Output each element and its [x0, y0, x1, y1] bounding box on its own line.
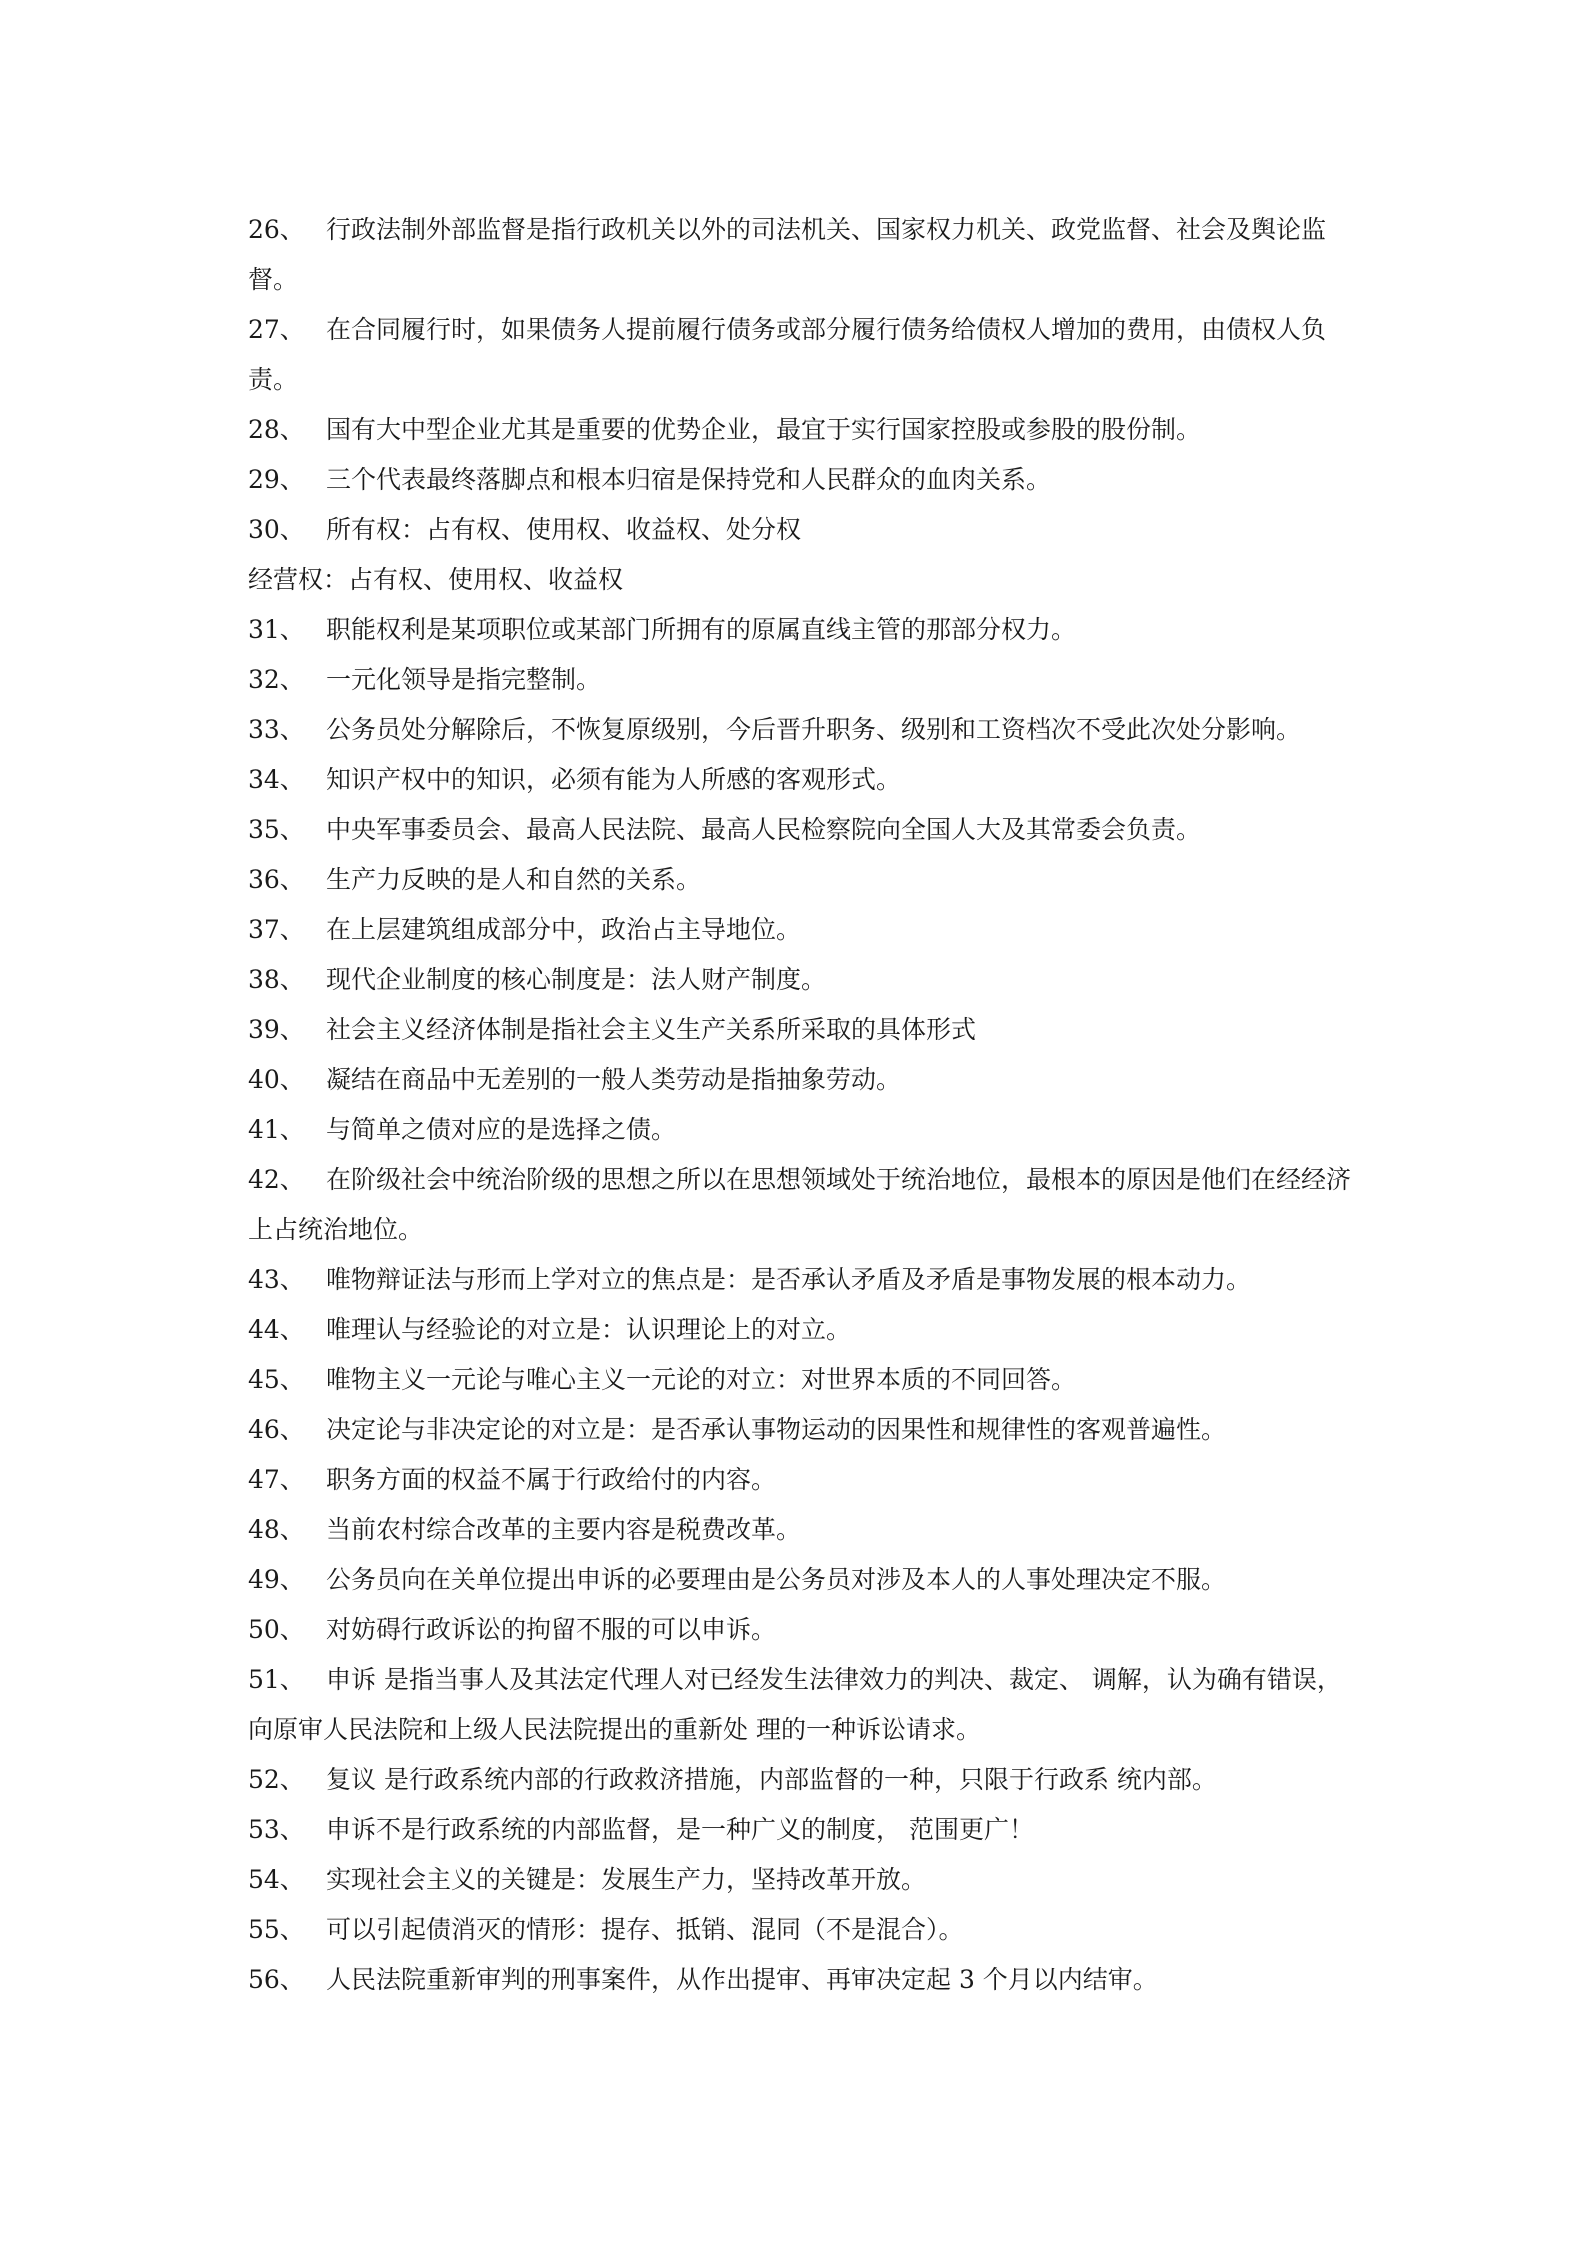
document-body [248, 205, 1358, 2005]
item-number: 31、 [248, 615, 305, 644]
item-number: 27、 [248, 315, 305, 344]
item-text: 复议 是行政系统内部的行政救济措施，内部监督的一种，只限于行政系 统内部。 [326, 1765, 1217, 1794]
list-item-30 [248, 505, 1358, 555]
item-number: 26、 [248, 215, 305, 244]
list-item-28 [248, 405, 1358, 455]
item-text: 申诉不是行政系统的内部监督，是一种广义的制度， 范围更广！ [326, 1815, 1034, 1844]
item-text: 对妨碍行政诉讼的拘留不服的可以申诉。 [326, 1615, 777, 1644]
list-item-27 [248, 305, 1358, 405]
list-item-55 [248, 1905, 1358, 1955]
item-text: 现代企业制度的核心制度是：法人财产制度。 [326, 965, 827, 994]
item-number: 41、 [248, 1115, 305, 1144]
item-text: 所有权：占有权、使用权、收益权、处分权 [326, 515, 802, 544]
list-item-35 [248, 805, 1358, 855]
item-number: 28、 [248, 415, 305, 444]
list-item-29 [248, 455, 1358, 505]
item-number: 35、 [248, 815, 305, 844]
item-number: 32、 [248, 665, 305, 694]
item-text: 公务员向在关单位提出申诉的必要理由是公务员对涉及本人的人事处理决定不服。 [326, 1565, 1227, 1594]
list-item-49 [248, 1555, 1358, 1605]
item-text: 生产力反映的是人和自然的关系。 [326, 865, 702, 894]
item-text: 国有大中型企业尤其是重要的优势企业，最宜于实行国家控股或参股的股份制。 [326, 415, 1202, 444]
item-number: 29、 [248, 465, 305, 494]
item-number: 49、 [248, 1565, 305, 1594]
item-text: 唯物主义一元论与唯心主义一元论的对立：对世界本质的不同回答。 [326, 1365, 1077, 1394]
list-item-31 [248, 605, 1358, 655]
item-number: 36、 [248, 865, 305, 894]
item-text: 职务方面的权益不属于行政给付的内容。 [326, 1465, 777, 1494]
item-number: 33、 [248, 715, 305, 744]
item-number: 51、 [248, 1665, 305, 1694]
item-text: 在阶级社会中统治阶级的思想之所以在思想领域处于统治地位，最根本的原因是他们在经经济上占统治地位。 [248, 1165, 1352, 1244]
item-text: 人民法院重新审判的刑事案件，从作出提审、再审决定起 3 个月以内结审。 [326, 1965, 1158, 1994]
item-number: 50、 [248, 1615, 305, 1644]
item-number: 39、 [248, 1015, 305, 1044]
list-item-41 [248, 1105, 1358, 1155]
list-item-56 [248, 1955, 1358, 2005]
list-item-48 [248, 1505, 1358, 1555]
item-number: 34、 [248, 765, 305, 794]
item-number: 30、 [248, 515, 305, 544]
item-text: 行政法制外部监督是指行政机关以外的司法机关、国家权力机关、政党监督、社会及舆论监督。 [248, 215, 1327, 294]
item-text: 公务员处分解除后，不恢复原级别，今后晋升职务、级别和工资档次不受此次处分影响。 [326, 715, 1302, 744]
list-item-26 [248, 205, 1358, 305]
item-text: 决定论与非决定论的对立是：是否承认事物运动的因果性和规律性的客观普遍性。 [326, 1415, 1227, 1444]
item-text: 可以引起债消灭的情形：提存、抵销、混同（不是混合）。 [326, 1915, 964, 1944]
list-item-54 [248, 1855, 1358, 1905]
list-item-42 [248, 1155, 1358, 1255]
list-item-40 [248, 1055, 1358, 1105]
item-number: 48、 [248, 1515, 305, 1544]
list-item-45 [248, 1355, 1358, 1405]
item-number: 45、 [248, 1365, 305, 1394]
item-text: 唯理认与经验论的对立是：认识理论上的对立。 [326, 1315, 852, 1344]
item-text: 中央军事委员会、最高人民法院、最高人民检察院向全国人大及其常委会负责。 [326, 815, 1202, 844]
item-number: 55、 [248, 1915, 305, 1944]
list-item-43 [248, 1255, 1358, 1305]
item-text: 与简单之债对应的是选择之债。 [326, 1115, 677, 1144]
item-text: 一元化领导是指完整制。 [326, 665, 602, 694]
item-number: 54、 [248, 1865, 305, 1894]
list-item-38 [248, 955, 1358, 1005]
item-number: 47、 [248, 1465, 305, 1494]
list-item-37 [248, 905, 1358, 955]
list-item-34 [248, 755, 1358, 805]
item-text: 凝结在商品中无差别的一般人类劳动是指抽象劳动。 [326, 1065, 902, 1094]
item-number: 56、 [248, 1965, 305, 1994]
list-item-30-continuation: 经营权：占有权、使用权、收益权 [248, 565, 624, 594]
item-text: 社会主义经济体制是指社会主义生产关系所采取的具体形式 [326, 1015, 977, 1044]
list-item-52 [248, 1755, 1358, 1805]
list-item-51 [248, 1655, 1358, 1755]
item-number: 40、 [248, 1065, 305, 1094]
list-item-47 [248, 1455, 1358, 1505]
list-item-44 [248, 1305, 1358, 1355]
list-item-32 [248, 655, 1358, 705]
item-number: 53、 [248, 1815, 305, 1844]
list-item-53 [248, 1805, 1358, 1855]
item-number: 43、 [248, 1265, 305, 1294]
item-text: 当前农村综合改革的主要内容是税费改革。 [326, 1515, 802, 1544]
list-item-33 [248, 705, 1358, 755]
item-number: 42、 [248, 1165, 305, 1194]
item-text: 实现社会主义的关键是：发展生产力，坚持改革开放。 [326, 1865, 927, 1894]
item-text: 在合同履行时，如果债务人提前履行债务或部分履行债务给债权人增加的费用，由债权人负责。 [248, 315, 1327, 394]
item-number: 46、 [248, 1415, 305, 1444]
item-text: 申诉 是指当事人及其法定代理人对已经发生法律效力的判决、裁定、 调解，认为确有错误，向原审人民法院和上级人民法院提出的重新处 理的一种诉讼请求。 [248, 1665, 1342, 1744]
item-number: 44、 [248, 1315, 305, 1344]
list-item-36 [248, 855, 1358, 905]
item-text: 三个代表最终落脚点和根本归宿是保持党和人民群众的血肉关系。 [326, 465, 1052, 494]
list-item-39 [248, 1005, 1358, 1055]
list-item-46 [248, 1405, 1358, 1455]
item-number: 52、 [248, 1765, 305, 1794]
item-text: 唯物辩证法与形而上学对立的焦点是：是否承认矛盾及矛盾是事物发展的根本动力。 [326, 1265, 1252, 1294]
item-text: 在上层建筑组成部分中，政治占主导地位。 [326, 915, 802, 944]
list-item-50 [248, 1605, 1358, 1655]
item-number: 37、 [248, 915, 305, 944]
item-text: 职能权利是某项职位或某部门所拥有的原属直线主管的那部分权力。 [326, 615, 1077, 644]
item-number: 38、 [248, 965, 305, 994]
item-text: 知识产权中的知识，必须有能为人所感的客观形式。 [326, 765, 902, 794]
